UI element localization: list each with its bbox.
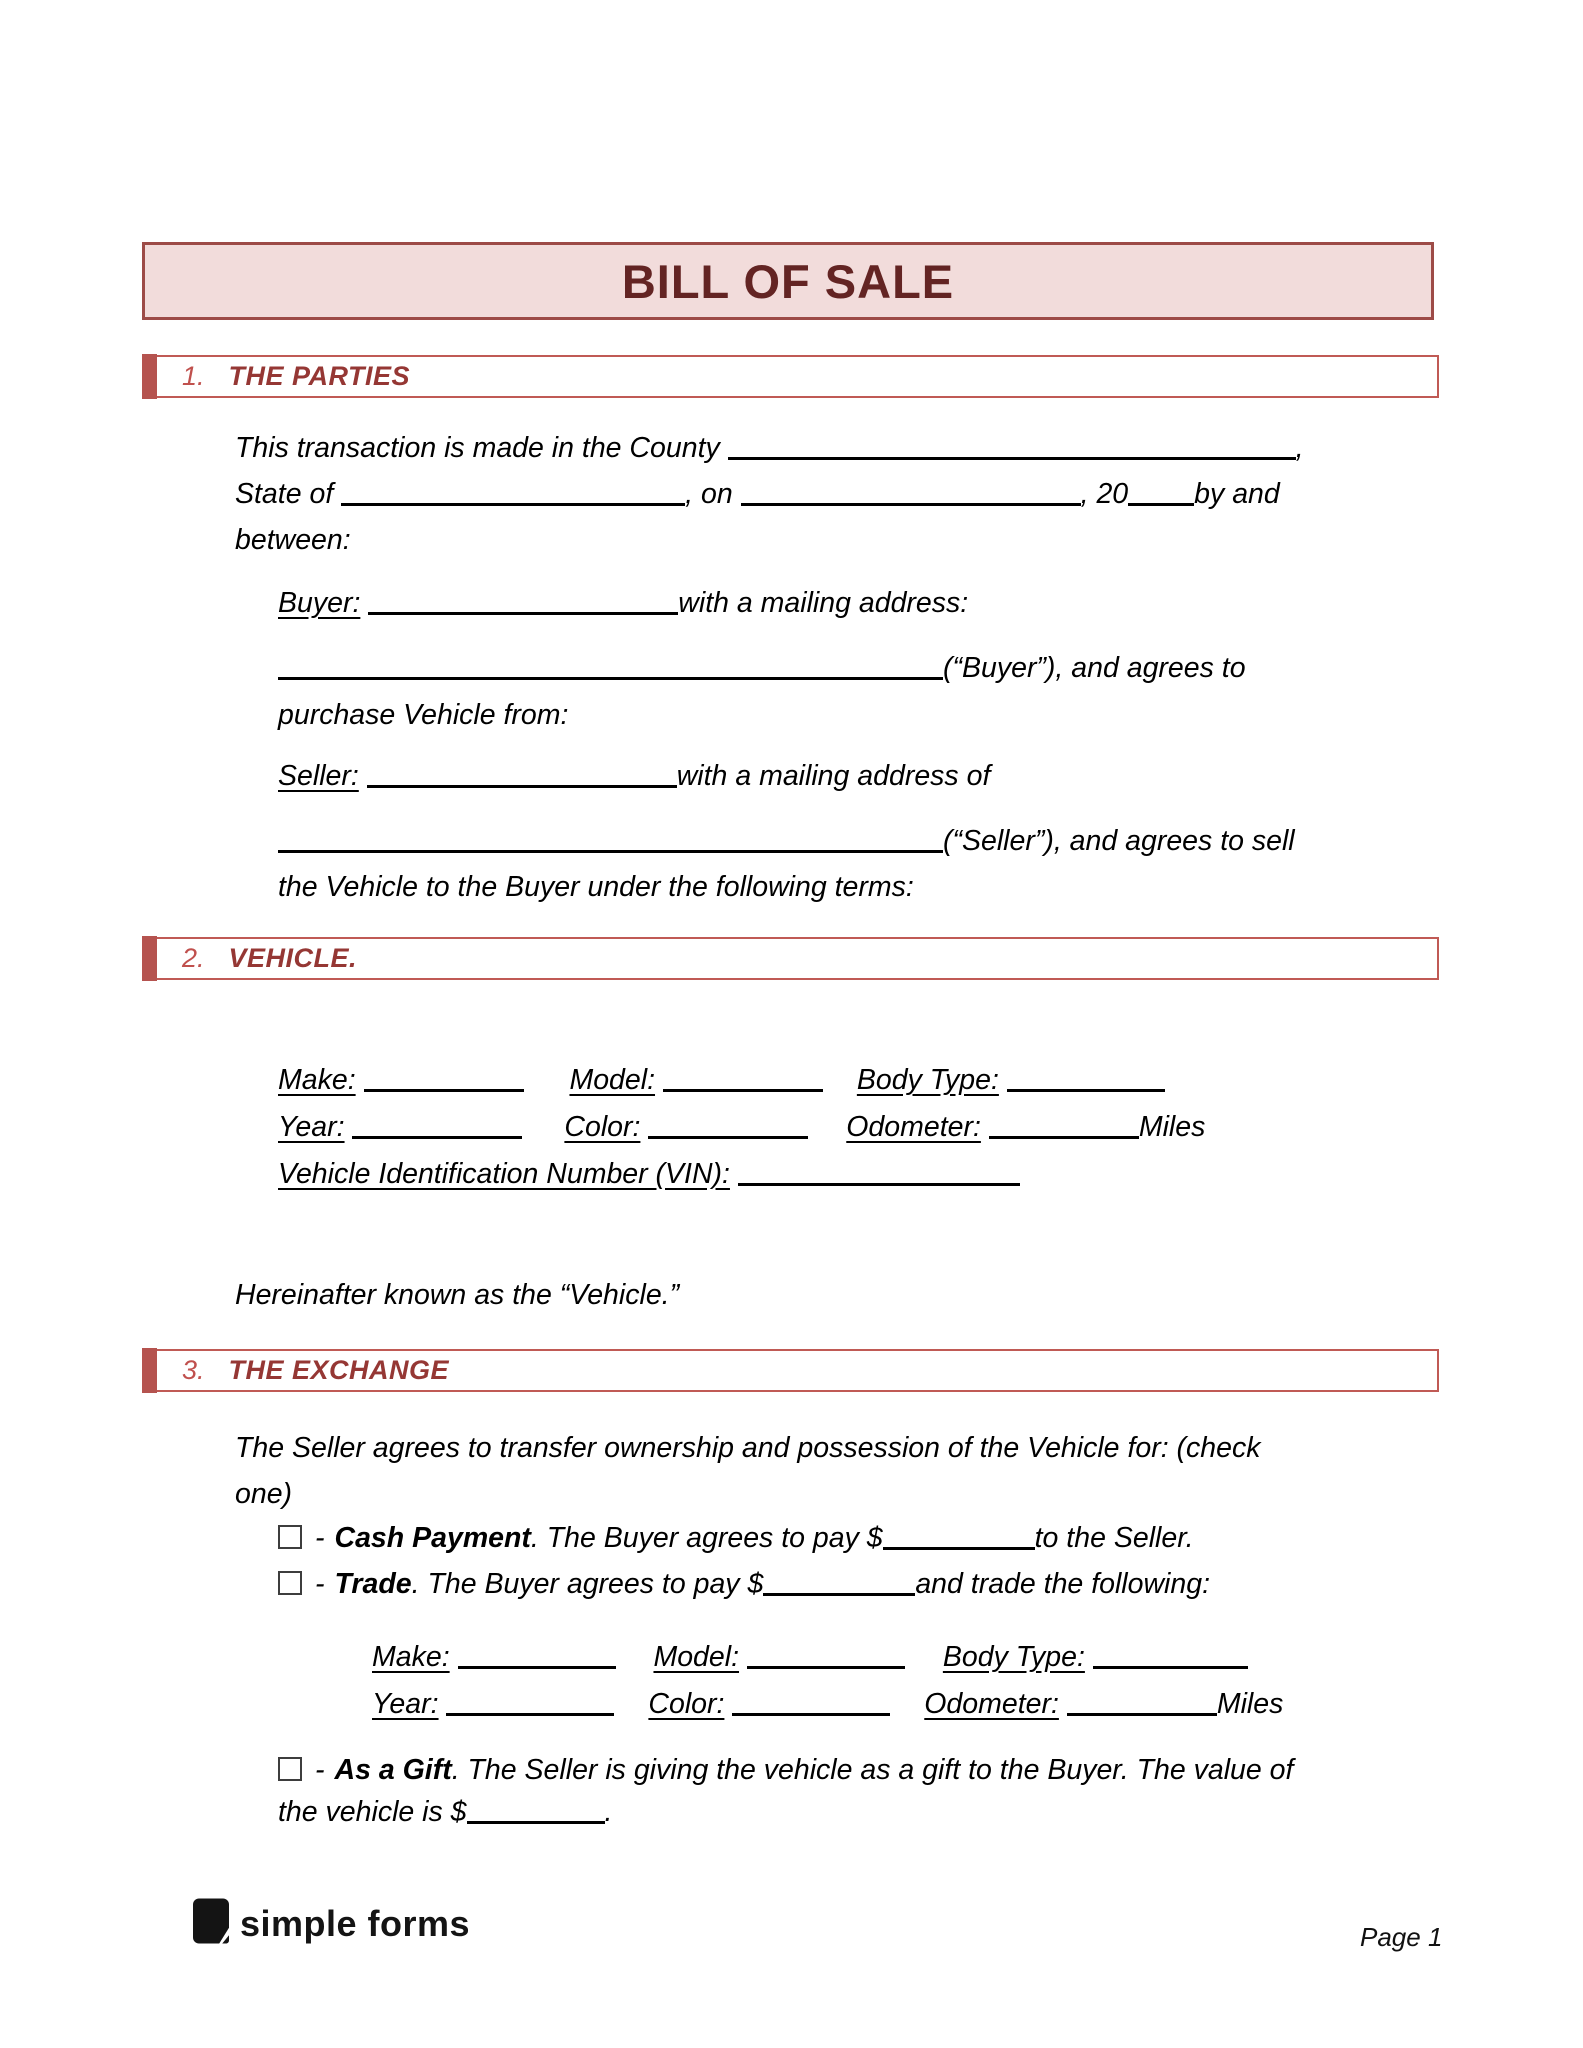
trade-body-type-blank[interactable] xyxy=(1093,1666,1248,1669)
gift-option-line1 xyxy=(278,1752,1293,1788)
parties-intro-line1-text: This transaction is made in the County xyxy=(235,432,720,464)
exchange-intro-text: The Seller agrees to transfer ownership and possession of the Vehicle for: (check xyxy=(235,1432,1261,1464)
vehicle-color-blank[interactable] xyxy=(648,1136,808,1139)
vehicle-row-1 xyxy=(278,1062,1165,1098)
trade-label: Trade xyxy=(334,1568,412,1600)
vehicle-year-blank[interactable] xyxy=(352,1136,522,1139)
trade-make-label: Make: xyxy=(372,1641,450,1673)
trade-vehicle-row-1 xyxy=(372,1639,1248,1675)
seller-terms-text: the Vehicle to the Buyer under the following terms: xyxy=(278,871,914,903)
trade-year-blank[interactable] xyxy=(446,1713,614,1716)
section-heading-vehicle: VEHICLE. xyxy=(228,943,358,973)
option-dash: - xyxy=(315,1522,325,1554)
option-dash: - xyxy=(315,1568,325,1600)
vehicle-make-blank[interactable] xyxy=(364,1089,524,1092)
seller-label: Seller: xyxy=(278,760,359,792)
body-type-label: Body Type: xyxy=(856,1064,999,1096)
gift-text2: the vehicle is $ xyxy=(278,1796,467,1828)
trade-amount-blank[interactable] xyxy=(763,1593,915,1596)
make-label: Make: xyxy=(278,1064,356,1096)
section-header-vehicle xyxy=(142,937,1439,980)
cash-payment-label: Cash Payment xyxy=(334,1522,531,1554)
between-text: between: xyxy=(235,524,351,556)
trade-option xyxy=(278,1566,1210,1602)
county-blank[interactable] xyxy=(728,457,1296,460)
trade-odometer-label: Odometer: xyxy=(924,1688,1059,1720)
parties-intro-line2 xyxy=(235,476,1280,512)
gift-label: As a Gift xyxy=(334,1754,452,1786)
brand-name: simple forms xyxy=(240,1903,471,1944)
cash-payment-checkbox[interactable] xyxy=(278,1525,302,1549)
section-tab-decoration xyxy=(142,1348,157,1393)
exchange-intro-line1 xyxy=(235,1430,1261,1466)
buyer-line1-text: with a mailing address: xyxy=(678,587,969,619)
year-prefix-20: , 20 xyxy=(1080,478,1129,510)
state-of-label: State of xyxy=(235,478,334,510)
trade-vehicle-row-2 xyxy=(372,1686,1283,1722)
vehicle-known-as-line xyxy=(235,1277,679,1313)
section-header-the-parties xyxy=(142,355,1439,398)
miles-label: Miles xyxy=(1138,1111,1206,1143)
vehicle-odometer-blank[interactable] xyxy=(989,1136,1139,1139)
trade-color-blank[interactable] xyxy=(732,1713,890,1716)
page-number: Page 1 xyxy=(1360,1922,1443,1952)
vehicle-model-blank[interactable] xyxy=(663,1089,823,1092)
vin-label: Vehicle Identification Number (VIN): xyxy=(278,1158,730,1190)
parties-intro-line1 xyxy=(235,430,1304,466)
section-number: 3. xyxy=(182,1355,205,1385)
exchange-intro-text2: one) xyxy=(235,1478,293,1510)
parties-intro-line1-comma: , xyxy=(1295,432,1304,464)
trade-checkbox[interactable] xyxy=(278,1571,302,1595)
odometer-label: Odometer: xyxy=(846,1111,981,1143)
cash-payment-option xyxy=(278,1520,1194,1556)
exchange-intro-line2 xyxy=(235,1476,292,1512)
trade-color-label: Color: xyxy=(648,1688,725,1720)
buyer-label: Buyer: xyxy=(278,587,361,619)
seller-name-blank[interactable] xyxy=(367,785,677,788)
trade-body-type-label: Body Type: xyxy=(942,1641,1085,1673)
section-number: 2. xyxy=(182,943,205,973)
vin-blank[interactable] xyxy=(738,1183,1020,1186)
purchase-vehicle-from-text: purchase Vehicle from: xyxy=(278,699,569,731)
vehicle-row-3 xyxy=(278,1156,1020,1192)
year-label: Year: xyxy=(278,1111,345,1143)
gift-option-line2 xyxy=(278,1794,612,1830)
gift-text: . The Seller is giving the vehicle as a gift to the Buyer. The value of xyxy=(451,1754,1294,1786)
seller-address-blank[interactable] xyxy=(278,850,943,853)
known-as-text: Hereinafter known as the “Vehicle.” xyxy=(235,1279,680,1311)
document-title-bar xyxy=(142,242,1434,320)
buyer-line2-text: (“Buyer”), and agrees to xyxy=(943,652,1246,684)
seller-line3 xyxy=(278,869,914,905)
date-blank[interactable] xyxy=(741,503,1081,506)
document-title: BILL OF SALE xyxy=(621,254,955,308)
trade-model-label: Model: xyxy=(653,1641,740,1673)
trade-text-end: and trade the following: xyxy=(915,1568,1211,1600)
gift-checkbox[interactable] xyxy=(278,1757,302,1781)
buyer-line3 xyxy=(278,697,568,733)
simple-forms-logo-icon xyxy=(193,1898,229,1949)
cash-payment-text: . The Buyer agrees to pay $ xyxy=(530,1522,883,1554)
trade-make-blank[interactable] xyxy=(458,1666,616,1669)
parties-intro-line3 xyxy=(235,522,351,558)
option-dash: - xyxy=(315,1754,325,1786)
model-label: Model: xyxy=(569,1064,656,1096)
gift-text2-end: . xyxy=(604,1796,613,1828)
seller-line2-text: (“Seller”), and agrees to sell xyxy=(943,825,1295,857)
trade-model-blank[interactable] xyxy=(747,1666,905,1669)
vehicle-body-type-blank[interactable] xyxy=(1007,1089,1165,1092)
buyer-address-blank[interactable] xyxy=(278,677,943,680)
trade-odometer-blank[interactable] xyxy=(1067,1713,1217,1716)
trade-year-label: Year: xyxy=(372,1688,439,1720)
section-header-the-exchange xyxy=(142,1349,1439,1392)
seller-line1-text: with a mailing address of xyxy=(676,760,991,792)
cash-payment-text-end: to the Seller. xyxy=(1034,1522,1194,1554)
seller-line2 xyxy=(278,823,1295,859)
state-blank[interactable] xyxy=(341,503,685,506)
section-heading-the-exchange: THE EXCHANGE xyxy=(228,1355,450,1385)
section-tab-decoration xyxy=(142,354,157,399)
section-heading-the-parties: THE PARTIES xyxy=(228,361,411,391)
vehicle-row-2 xyxy=(278,1109,1205,1145)
on-label: , on xyxy=(685,478,733,510)
buyer-line1 xyxy=(278,585,968,621)
seller-line1 xyxy=(278,758,990,794)
buyer-name-blank[interactable] xyxy=(368,612,678,615)
by-and-text: by and xyxy=(1194,478,1280,510)
trade-text: . The Buyer agrees to pay $ xyxy=(411,1568,764,1600)
year-suffix-blank[interactable] xyxy=(1128,503,1194,506)
trade-miles-label: Miles xyxy=(1216,1688,1284,1720)
gift-value-blank[interactable] xyxy=(467,1821,605,1824)
color-label: Color: xyxy=(564,1111,641,1143)
cash-amount-blank[interactable] xyxy=(883,1547,1035,1550)
section-tab-decoration xyxy=(142,936,157,981)
section-number: 1. xyxy=(182,361,205,391)
buyer-line2 xyxy=(278,650,1246,686)
